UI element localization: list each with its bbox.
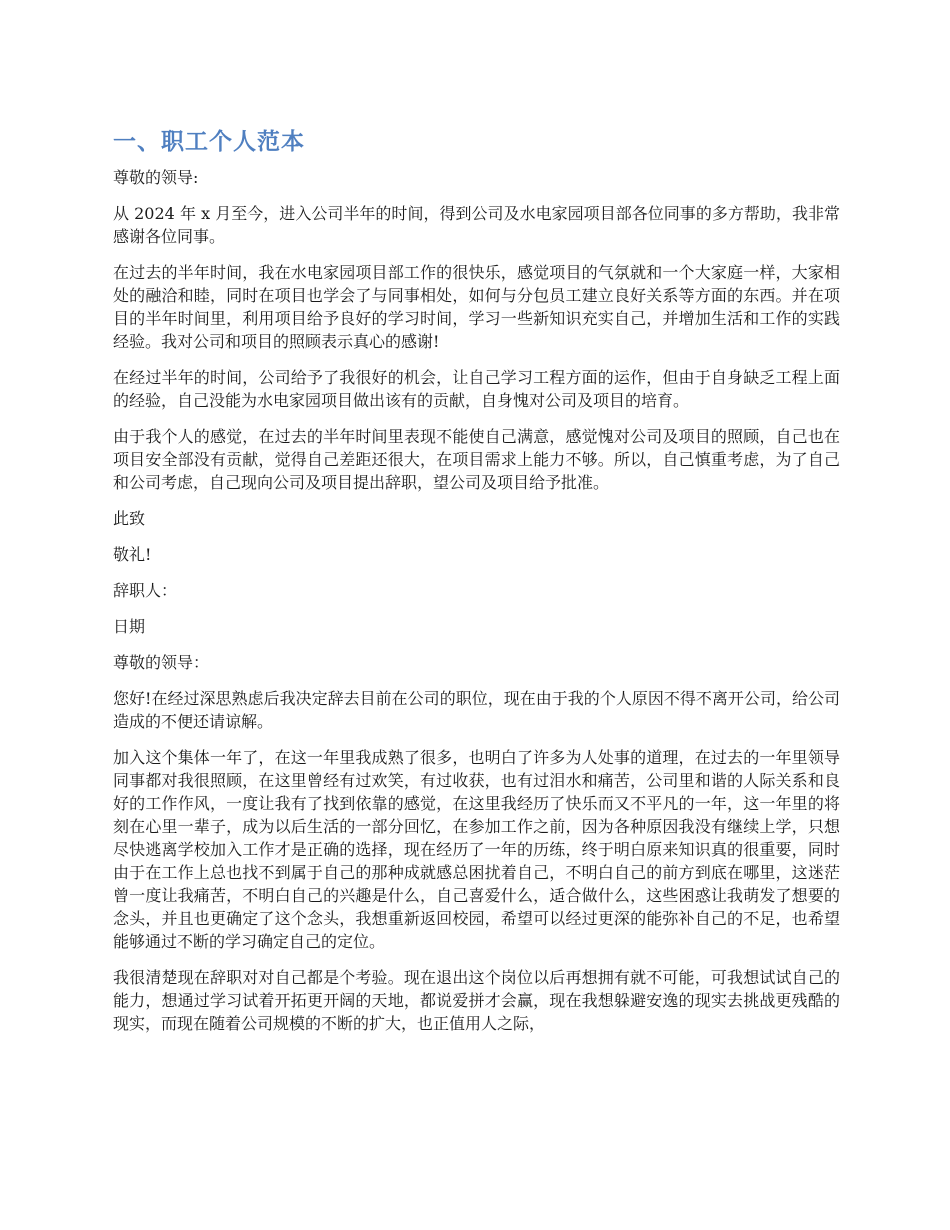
body-paragraph: 我很清楚现在辞职对对自己都是个考验。现在退出这个岗位以后再想拥有就不可能，可我想试试自己的能力，想通过学习试着开拓更开阔的天地，都说爱拼才会赢，现在我想躲避安逸的现实去挑战更残酷的现实，而现在随着公司规模的不断的扩大，也正值用人之际， [113,968,840,1033]
salutation: 尊敬的领导： [113,653,210,672]
salutation: 尊敬的领导: [113,168,199,187]
closing-line: 此致 [113,509,146,528]
document-page [113,124,840,1048]
body-paragraph: 从 2024 年 x 月至今，进入公司半年的时间，得到公司及水电家园项目部各位同事的多方帮助，我非常感谢各位同事。 [113,204,840,246]
date-label: 日期 [113,617,146,636]
body-paragraph: 加入这个集体一年了，在这一年里我成熟了很多，也明白了许多为人处事的道理，在过去的一年里领导同事都对我很照顾，在这里曾经有过欢笑，有过收获，也有过泪水和痛苦，公司里和谐的人际关系和良好的工作作风，一度让我有了找到依靠的感觉，在这里我经历了快乐而又不平凡的一年，这一年里的将刻在心里一辈子，成为以后生活的一部分回忆，在参加工作之前，因为各种原因我没有继续上学，只想尽快逃离学校加入工作才是正确的选择，现在经历了一年的历练，终于明白原来知识真的很重要，同时由于在工作上总也找不到属于自己的那种成就感总困扰着自己，不明白自己的前方到底在哪里，这迷茫曾一度让我痛苦，不明白自己的兴趣是什么，自己喜爱什么，适合做什么，这些困惑让我萌发了想要的念头，并且也更确定了这个念头，我想重新返回校园，希望可以经过更深的能弥补自己的不足，也希望能够通过不断的学习确定自己的定位。 [113,748,840,951]
signature-label: 辞职人： [113,581,178,600]
closing-greeting: 敬礼! [113,545,152,564]
body-paragraph: 在过去的半年时间，我在水电家园项目部工作的很快乐，感觉项目的气氛就和一个大家庭一样，大家相处的融洽和睦，同时在项目也学会了与同事相处，如何与分包员工建立良好关系等方面的东西。并在项目的半年时间里，利用项目给予良好的学习时间，学习一些新知识充实自己，并增加生活和工作的实践经验。我对公司和项目的照顾表示真心的感谢! [113,263,840,351]
section-heading: 一、职工个人范本 [113,129,305,155]
body-paragraph: 在经过半年的时间，公司给予了我很好的机会，让自己学习工程方面的运作，但由于自身缺乏工程上面的经验，自己没能为水电家园项目做出该有的贡献，自身愧对公司及项目的培育。 [113,368,840,410]
body-paragraph: 您好!在经过深思熟虑后我决定辞去目前在公司的职位，现在由于我的个人原因不得不离开公司，给公司造成的不便还请谅解。 [113,689,840,731]
body-paragraph: 由于我个人的感觉，在过去的半年时间里表现不能使自己满意，感觉愧对公司及项目的照顾，自己也在项目安全部没有贡献，觉得自己差距还很大，在项目需求上能力不够。所以，自己慎重考虑，为了自己和公司考虑，自己现向公司及项目提出辞职，望公司及项目给予批准。 [113,427,840,492]
